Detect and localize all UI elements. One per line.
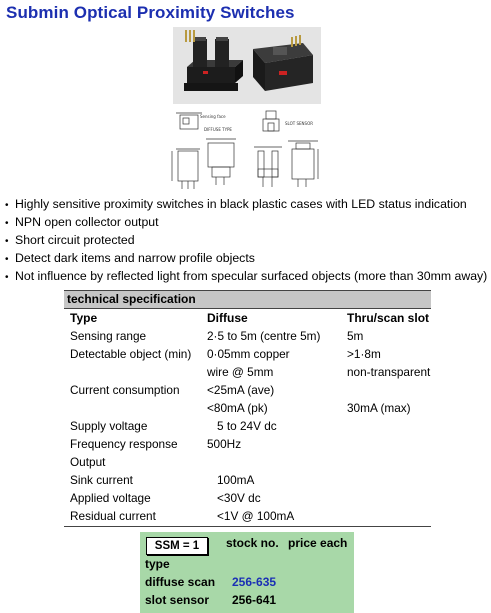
table-cell: Current consumption [70, 383, 180, 397]
table-cell: <30V dc [217, 491, 261, 505]
table-cell: non-transparent [347, 365, 431, 379]
table-cell: 2·5 to 5m (centre 5m) [207, 329, 321, 343]
table-cell: Frequency response [70, 437, 178, 451]
feature-list [5, 196, 487, 286]
table-cell [347, 435, 431, 453]
table-row [64, 471, 431, 489]
ssm-badge: SSM = 1 [146, 537, 208, 555]
table-cell [64, 363, 207, 381]
table-cell [347, 507, 431, 525]
table-cell [347, 453, 431, 471]
table-cell: wire @ 5mm [207, 365, 274, 379]
table-cell: >1·8m [347, 347, 381, 361]
bullet-icon: • [5, 218, 9, 229]
table-cell [347, 417, 431, 435]
table-row [64, 399, 431, 417]
table-cell: 0·05mm copper [207, 347, 290, 361]
drawing-label-sensing-face: Sensing face [200, 114, 226, 119]
table-cell: Output [70, 455, 106, 469]
bullet-icon: • [5, 236, 9, 247]
table-cell [347, 471, 431, 489]
bullet-icon: • [5, 254, 9, 265]
stock-number-slot: 256-641 [232, 593, 277, 607]
type-label: type [145, 557, 170, 571]
list-item: • Not influence by reflected light from specular surfaced objects (more than 30mm away) [5, 268, 487, 286]
table-cell: Residual current [70, 509, 156, 523]
table-cell: Supply voltage [70, 419, 148, 433]
product-photo [173, 27, 321, 104]
table-row [64, 363, 431, 381]
table-row [64, 345, 431, 363]
table-cell: 30mA (max) [347, 401, 411, 415]
table-cell: Diffuse [207, 311, 248, 325]
table-cell: 5m [347, 329, 364, 343]
table-cell [64, 399, 207, 417]
table-cell: <1V @ 100mA [217, 509, 295, 523]
table-row [64, 327, 431, 345]
table-row [64, 453, 431, 471]
bullet-icon: • [5, 272, 9, 283]
list-item: • NPN open collector output [5, 214, 487, 232]
list-item: • Short circuit protected [5, 232, 487, 250]
table-cell: 500Hz [207, 437, 242, 451]
table-cell [207, 453, 347, 471]
table-cell: Detectable object (min) [70, 347, 192, 361]
table-cell: 5 to 24V dc [217, 419, 277, 433]
table-row [64, 507, 431, 525]
dimension-drawing [168, 105, 326, 197]
table-cell [347, 489, 431, 507]
table-cell: <25mA (ave) [207, 383, 275, 397]
table-row [64, 435, 431, 453]
spec-table-section [64, 290, 431, 527]
bullet-icon: • [5, 200, 9, 211]
table-row [64, 489, 431, 507]
table-cell: Applied voltage [70, 491, 151, 505]
list-item: • Highly sensitive proximity switches in black plastic cases with LED status indication [5, 196, 487, 214]
table-cell: Thru/scan slot [347, 311, 430, 325]
page-title: Submin Optical Proximity Switches [6, 3, 295, 22]
list-item: • Detect dark items and narrow profile objects [5, 250, 487, 268]
spec-heading: technical specification [64, 290, 431, 309]
table-cell: Sensing range [70, 329, 147, 343]
table-header-row [64, 309, 431, 327]
stock-header: stock no. [226, 536, 279, 550]
table-cell: Sink current [70, 473, 133, 487]
drawing-label-slot: SLOT SENSOR [285, 121, 314, 126]
table-cell [347, 381, 431, 399]
drawing-label-diffuse: DIFFUSE TYPE [204, 127, 232, 132]
stock-link-diffuse[interactable]: 256-635 [232, 575, 277, 589]
divider [64, 526, 431, 527]
price-header: price each [288, 536, 348, 550]
order-panel [140, 532, 354, 613]
table-row [64, 381, 431, 399]
table-cell: 100mA [217, 473, 255, 487]
spec-table [64, 309, 431, 525]
table-cell: Type [70, 311, 98, 325]
item-name-slot: slot sensor [145, 593, 210, 607]
item-name-diffuse: diffuse scan [145, 575, 216, 589]
table-row [64, 417, 431, 435]
table-cell: <80mA (pk) [207, 401, 268, 415]
